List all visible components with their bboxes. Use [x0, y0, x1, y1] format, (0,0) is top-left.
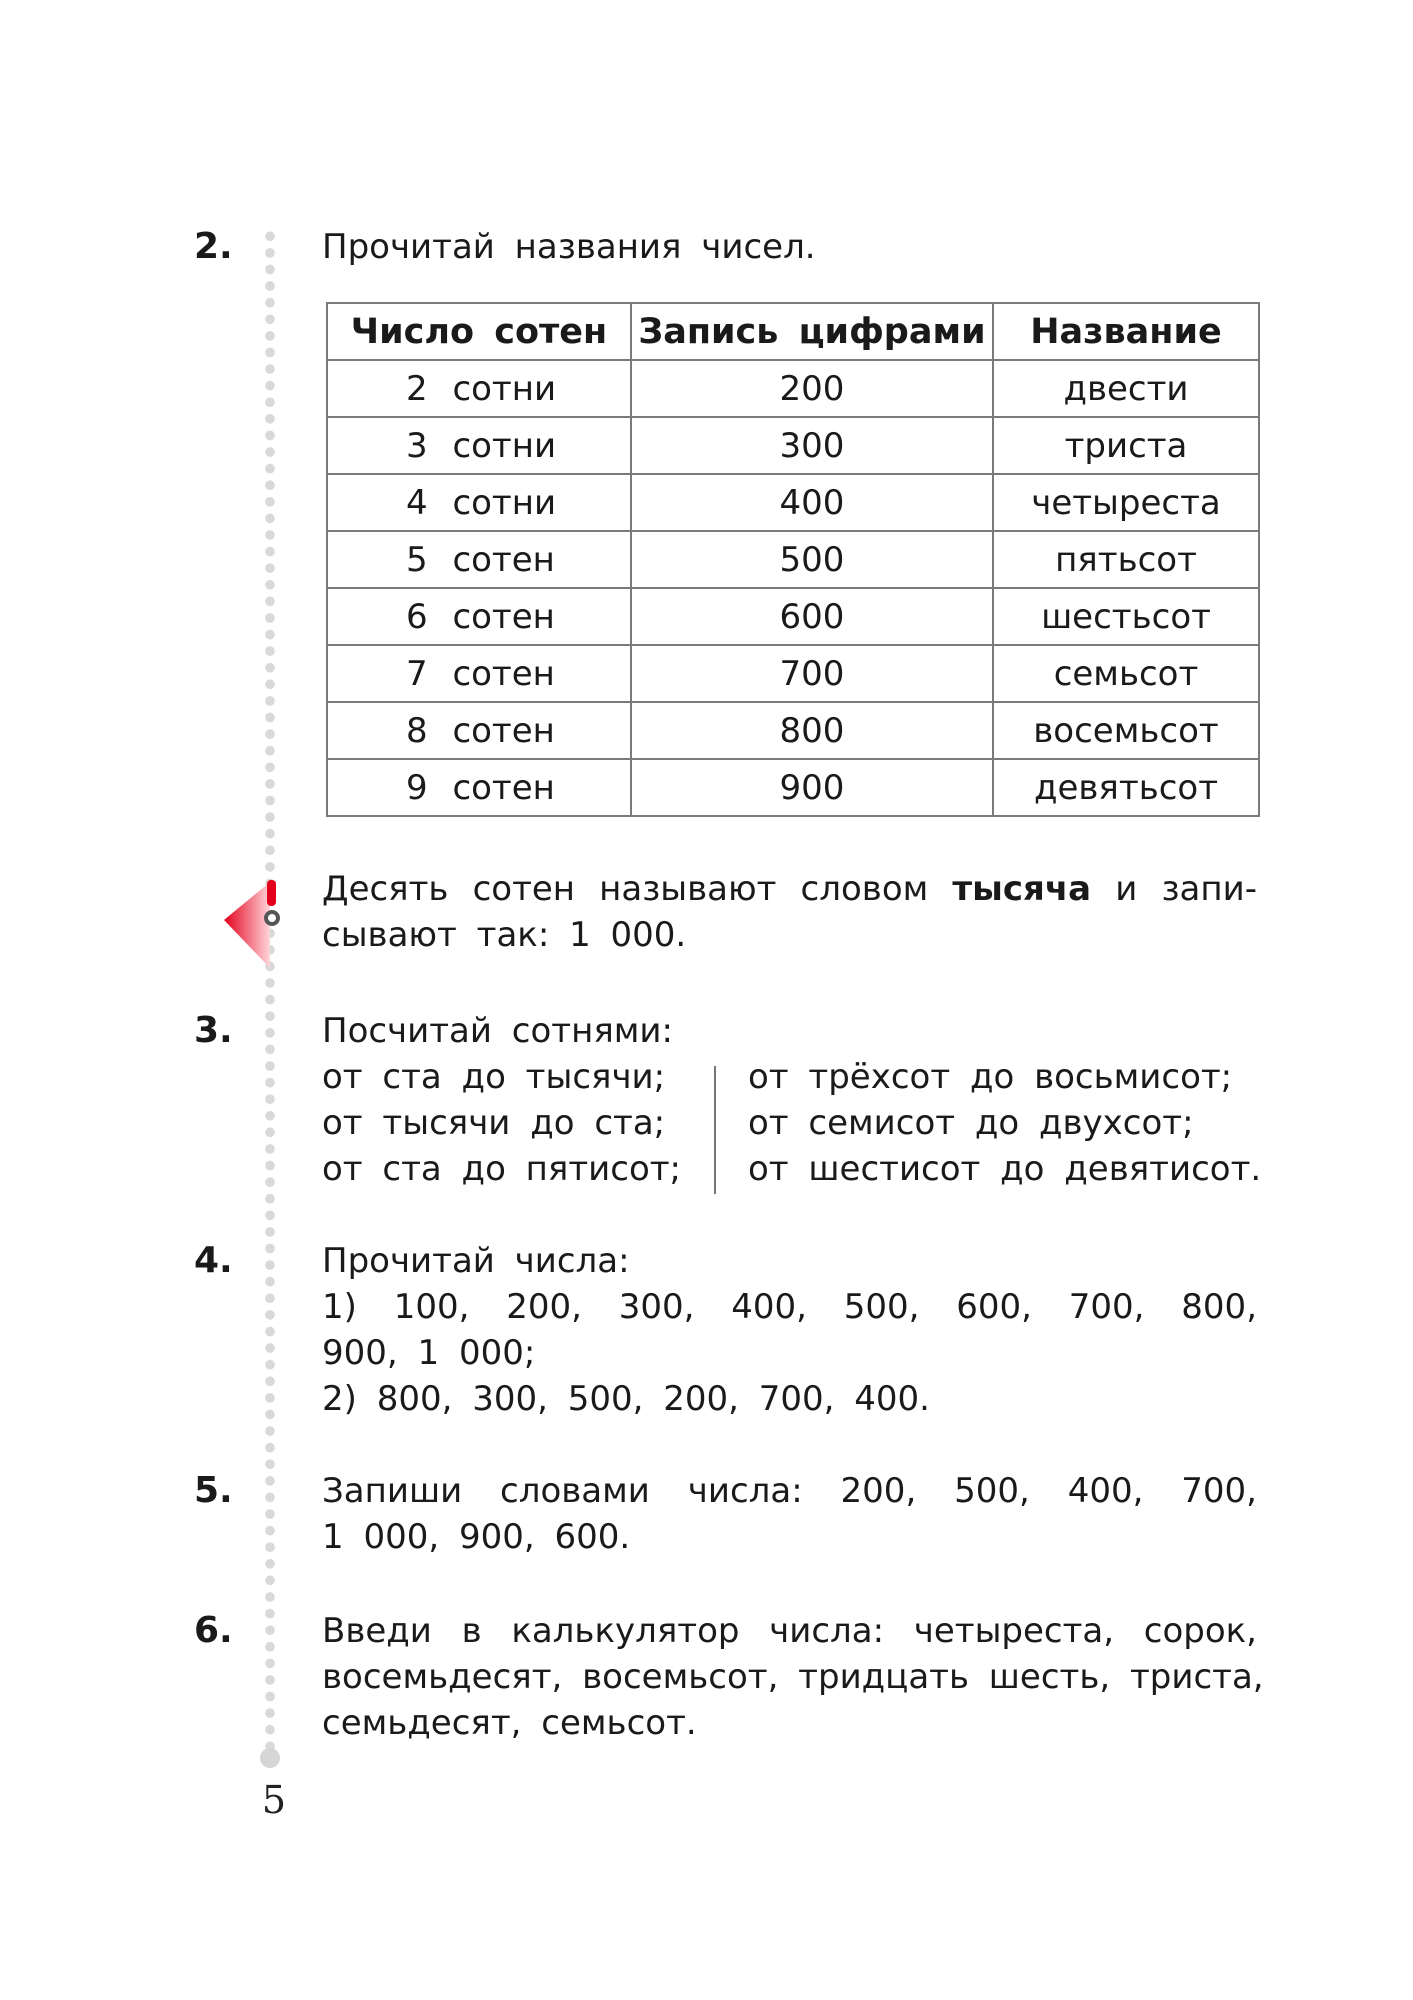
margin-dot-end: [260, 1748, 280, 1768]
table-row: [327, 474, 1259, 531]
task-4-line: 1) 100, 200, 300, 400, 500, 600, 700, 800,: [322, 1287, 1257, 1327]
note-bold-word: тысяча: [952, 869, 1092, 909]
cell-name: триста: [993, 417, 1259, 474]
cell-name: девятьсот: [993, 759, 1259, 816]
table-row: [327, 645, 1259, 702]
header-name: Название: [993, 303, 1259, 360]
header-count: Число сотен: [327, 303, 631, 360]
cell-digits: 400: [631, 474, 993, 531]
cell-count: 5 сотен: [327, 531, 631, 588]
task-3-left-column: [322, 1054, 681, 1192]
cell-name: четыреста: [993, 474, 1259, 531]
cell-name: семьсот: [993, 645, 1259, 702]
cell-count: 9 сотен: [327, 759, 631, 816]
cell-digits: 700: [631, 645, 993, 702]
table-row: [327, 360, 1259, 417]
task-3-right-column: [748, 1054, 1261, 1192]
task-6-line: восемьдесят, восемьсот, тридцать шесть, триста,: [322, 1657, 1264, 1697]
cell-digits: 800: [631, 702, 993, 759]
task-6-line: Введи в калькулятор числа: четыреста, сорок,: [322, 1611, 1257, 1651]
count-item: от тысячи до ста;: [322, 1103, 666, 1143]
table-header-row: [327, 303, 1259, 360]
cell-count: 3 сотни: [327, 417, 631, 474]
cell-name: пятьсот: [993, 531, 1259, 588]
count-item: от шестисот до девятисот.: [748, 1149, 1262, 1189]
table-row: [327, 417, 1259, 474]
task-3-instruction: Посчитай сотнями:: [322, 1011, 673, 1051]
margin-dotted-line: [264, 228, 276, 1763]
count-item: от семисот до двухсот;: [748, 1103, 1194, 1143]
note-text-before: Десять сотен называют словом: [322, 869, 929, 909]
exclamation-marker-icon: [222, 876, 284, 976]
task-5-line: Запиши словами числа: 200, 500, 400, 700,: [322, 1471, 1257, 1511]
cell-count: 6 сотен: [327, 588, 631, 645]
cell-digits: 200: [631, 360, 993, 417]
cell-count: 2 сотни: [327, 360, 631, 417]
task-4-line: 2) 800, 300, 500, 200, 700, 400.: [322, 1379, 930, 1419]
note-text-after: и запи-: [1115, 869, 1257, 909]
cell-count: 7 сотен: [327, 645, 631, 702]
cell-digits: 900: [631, 759, 993, 816]
cell-name: двести: [993, 360, 1259, 417]
table-row: [327, 531, 1259, 588]
task-2-instruction: Прочитай названия чисел.: [322, 227, 816, 267]
task-4-line: Прочитай числа:: [322, 1241, 630, 1281]
cell-name: шестьсот: [993, 588, 1259, 645]
count-item: от трёхсот до восьмисот;: [748, 1057, 1233, 1097]
hundreds-table: [326, 302, 1260, 817]
cell-name: восемьсот: [993, 702, 1259, 759]
note-line-1: [322, 866, 1257, 912]
task-5-line: 1 000, 900, 600.: [322, 1517, 631, 1557]
count-item: от ста до пятисот;: [322, 1149, 682, 1189]
task-6-number: 6.: [194, 1610, 233, 1651]
cell-digits: 300: [631, 417, 993, 474]
task-5-number: 5.: [194, 1470, 233, 1511]
count-item: от ста до тысячи;: [322, 1057, 666, 1097]
cell-count: 4 сотни: [327, 474, 631, 531]
task-4-number: 4.: [194, 1240, 233, 1281]
cell-digits: 600: [631, 588, 993, 645]
table-row: [327, 588, 1259, 645]
cell-count: 8 сотен: [327, 702, 631, 759]
note-line-2: сывают так: 1 000.: [322, 915, 687, 955]
cell-digits: 500: [631, 531, 993, 588]
task-6-line: семьдесят, семьсот.: [322, 1703, 697, 1743]
task-3-number: 3.: [194, 1010, 233, 1051]
column-divider: [714, 1066, 716, 1194]
table-row: [327, 759, 1259, 816]
header-digits: Запись цифрами: [631, 303, 993, 360]
page-number: 5: [261, 1778, 287, 1822]
task-2-number: 2.: [194, 226, 233, 267]
table-row: [327, 702, 1259, 759]
task-4-line: 900, 1 000;: [322, 1333, 536, 1373]
